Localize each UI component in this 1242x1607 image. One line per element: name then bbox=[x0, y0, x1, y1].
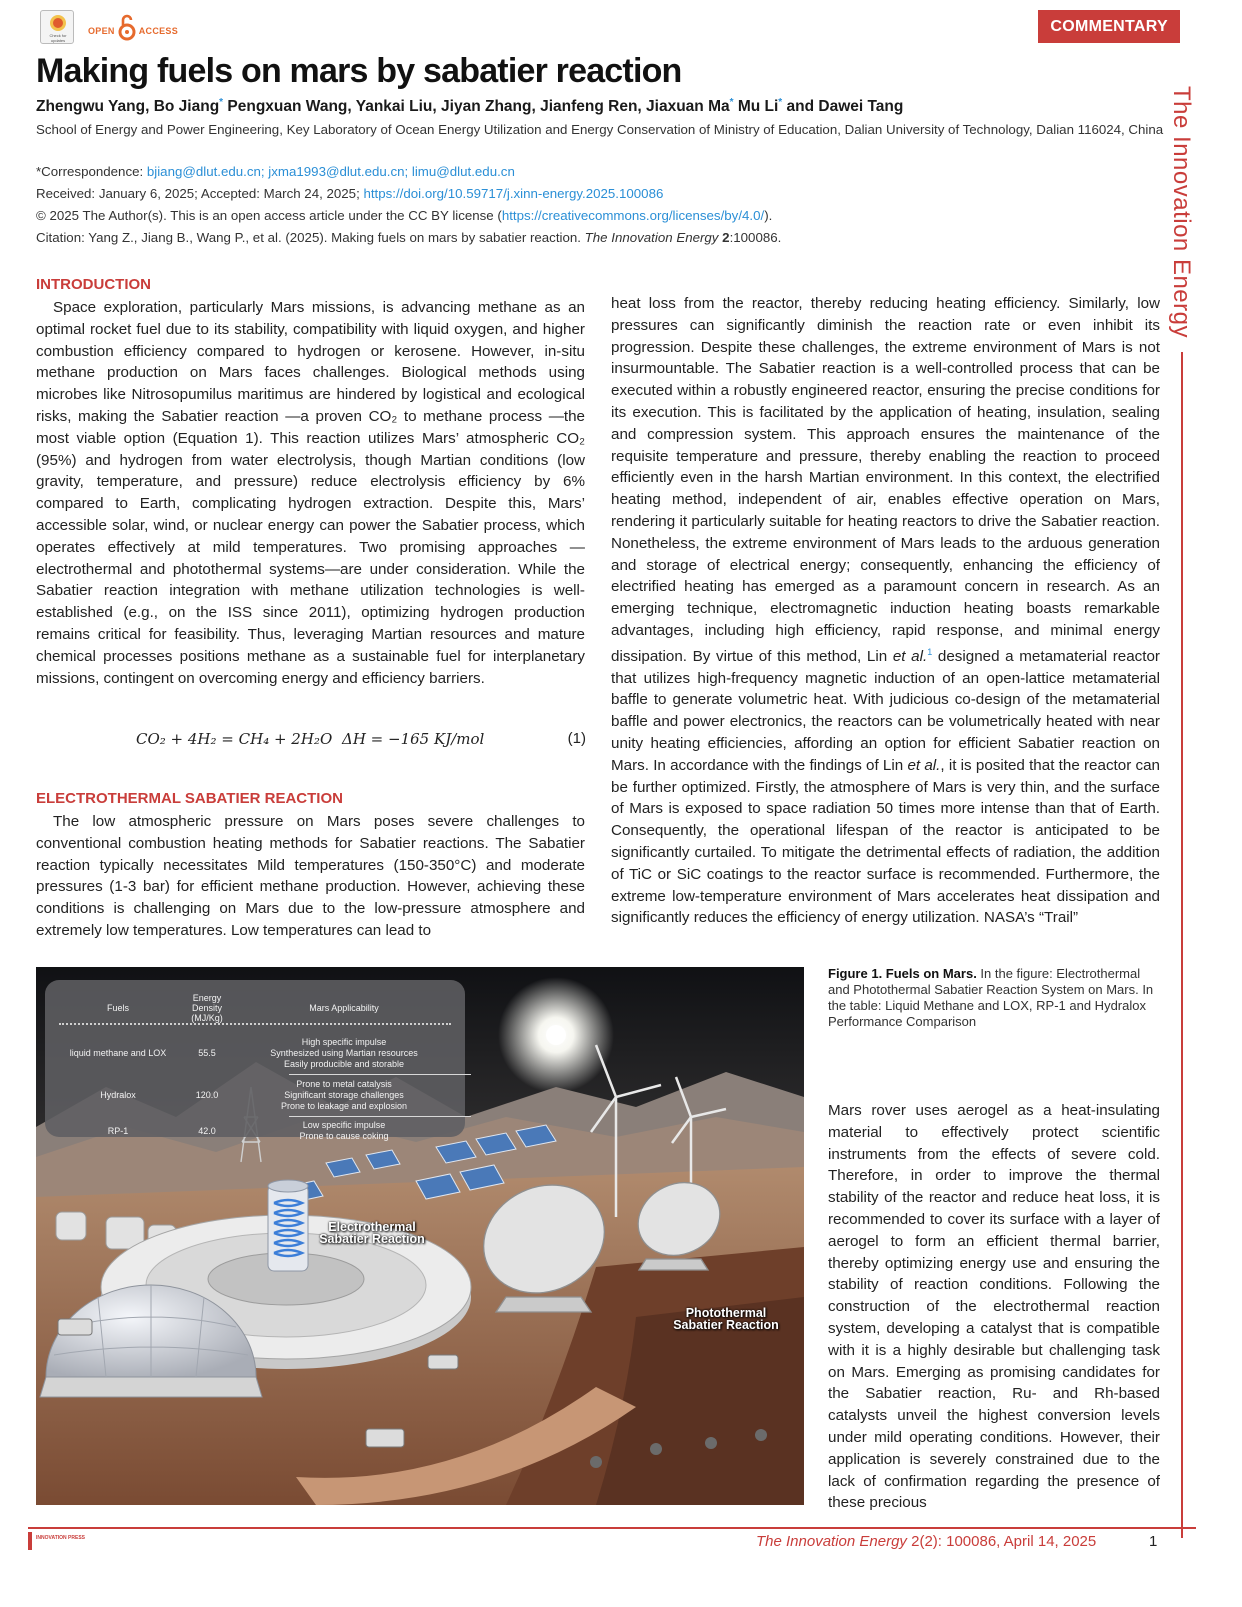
side-rule bbox=[1181, 352, 1183, 1538]
page-number: 1 bbox=[1149, 1533, 1158, 1550]
author-name: Pengxuan Wang bbox=[227, 98, 348, 116]
table-header-energy-density: Energy Density (MJ/Kg) bbox=[191, 993, 223, 1023]
author-name: Jiyan Zhang bbox=[441, 98, 532, 116]
table-cell-fuel: Hydralox bbox=[100, 1090, 136, 1100]
table-cell-notes bbox=[237, 1120, 451, 1142]
table-cell-fuel: liquid methane and LOX bbox=[69, 1048, 167, 1058]
open-access-word-2: ACCESS bbox=[138, 26, 179, 36]
table-header-row bbox=[59, 993, 451, 1023]
table-note: Prone to cause coking bbox=[299, 1131, 389, 1141]
photothermal-label: Photothermal Sabatier Reaction bbox=[673, 1306, 779, 1332]
introduction-body bbox=[36, 297, 585, 689]
fuels-comparison-table bbox=[45, 980, 465, 1141]
figure-1-caption bbox=[828, 966, 1160, 1030]
open-access-word-1: OPEN bbox=[88, 26, 115, 36]
license-suffix: ). bbox=[764, 208, 773, 223]
table-note: Prone to leakage and explosion bbox=[280, 1100, 408, 1111]
table-header-mars-applicability: Mars Applicability bbox=[309, 1002, 379, 1013]
table-note: Prone to metal catalysis bbox=[296, 1078, 392, 1089]
table-note: High specific impulse bbox=[301, 1036, 387, 1047]
equation-number: (1) bbox=[567, 730, 586, 747]
table-note: Synthesized using Martian resources bbox=[270, 1047, 418, 1058]
right-column-body bbox=[611, 293, 1160, 929]
author-mark: * bbox=[219, 97, 224, 108]
equation-reaction: CO₂ + 4H₂ = CH₄ + 2H₂O bbox=[136, 730, 333, 748]
table-cell-density: 120.0 bbox=[195, 1090, 219, 1100]
etal-1: et al. bbox=[892, 647, 928, 665]
citation-prefix: Citation: Yang Z., Jiang B., Wang P., et al. (2025). Making fuels on mars by sabatier reaction. bbox=[36, 230, 585, 245]
doi-link[interactable]: https://doi.org/10.59717/j.xinn-energy.2025.100086 bbox=[363, 186, 664, 201]
citation-journal: The Innovation Energy bbox=[584, 230, 719, 245]
correspondence-line bbox=[36, 161, 1166, 182]
open-access-mark bbox=[88, 18, 178, 44]
license-prefix: © 2025 The Author(s). This is an open access article under the CC BY license ( bbox=[36, 208, 502, 223]
table-header-fuels: Fuels bbox=[106, 1003, 129, 1013]
correspondence-emails-link[interactable]: bjiang@dlut.edu.cn; jxma1993@dlut.edu.cn; limu@dlut.edu.cn bbox=[146, 164, 515, 179]
received-dates: Received: January 6, 2025; Accepted: March 24, 2025; bbox=[36, 186, 364, 201]
license-line bbox=[36, 205, 1166, 226]
table-row-divider bbox=[289, 1074, 471, 1075]
footer-volume: 2(2): 100086, April 14, 2025 bbox=[906, 1533, 1097, 1550]
electrothermal-heading: ELECTROTHERMAL SABATIER REACTION bbox=[36, 790, 343, 807]
author-mark: * bbox=[729, 97, 734, 108]
author-name: Jiaxuan Ma bbox=[646, 98, 730, 116]
citation-line bbox=[36, 227, 1166, 248]
affiliation: School of Energy and Power Engineering, Key Laboratory of Ocean Energy Utilization and Energy Conservation of Ministry of Education, Dalian University of Technology, Dalian 116024, China bbox=[36, 122, 1164, 137]
right-column-text-b: designed a metamaterial reactor that utilizes high-frequency magnetic induction of an open-lattice metamaterial baffle to generate volumetric heat. With judicious co-design of the metamaterial baffle and power electronics, the reactors can be volumetrically heated with near unity heating efficiencies, affording an option for efficient Sabatier reaction on Mars. In accordance with the findings of Lin bbox=[611, 647, 1160, 774]
lower-right-paragraph: Mars rover uses aerogel as a heat-insulating material to effectively protect scientific instruments from the effects of severe cold. Therefore, in order to improve the thermal stability of the reactor and reduce heat loss, it is recommended to cover its surface with a layer of aerogel to form an efficient thermal barrier, thereby optimizing energy use and ensuring the stability of reaction conditions. Following the construction of the electrothermal reaction system, developing a catalyst that is compatible with it is a highly desirable but challenging task on Mars. Emerging as promising candidates for the Sabatier reaction, Ru- and Rh-based catalysts unveil the highest conversion levels under mild operating conditions. However, their application is severely constrained due to the lack of confirmation regarding the presence of these precious bbox=[828, 1102, 1160, 1512]
author-mark: * bbox=[778, 97, 783, 108]
author-name: Mu Li bbox=[737, 98, 779, 116]
right-column-text-c: , it is posited that the reactor can be further optimized. Firstly, the atmosphere of Mars is very thin, and the surface of Mars is exposed to space radiation 50 times more intense than that of Earth. Consequently, the operational lifespan of the reactor is anticipated to be significantly curtailed. To mitigate the detrimental effects of radiation, the addition of TiC or SiC coatings to the reactor surface is recommended. Furthermore, the extreme low-temperature environment of Mars accelerates heat dissipation and significantly reduces the efficiency of energy utilization. NASA’s “Trail” bbox=[611, 756, 1160, 927]
correspondence-label: *Correspondence: bbox=[36, 164, 147, 179]
electrothermal-label: Electrothermal Sabatier Reaction bbox=[319, 1220, 425, 1246]
table-cell-notes bbox=[237, 1037, 451, 1070]
open-lock-icon bbox=[118, 18, 136, 44]
top-bar bbox=[40, 10, 1180, 44]
table-header-divider bbox=[59, 1023, 451, 1025]
table-row bbox=[59, 1035, 451, 1071]
right-column-paragraph bbox=[611, 293, 1160, 929]
lower-right-body bbox=[828, 1100, 1160, 1514]
caption-text: In the figure: Electrothermal and Photothermal Sabatier Reaction System on Mars. In the table: Liquid Methane and LOX, RP-1 and Hydralox Performance Comparison bbox=[828, 966, 1154, 1029]
electrothermal-body bbox=[36, 811, 585, 942]
table-note: Significant storage challenges bbox=[284, 1089, 404, 1100]
received-line bbox=[36, 183, 1166, 204]
citation-suffix: :100086. bbox=[729, 230, 782, 245]
article-type-badge: COMMENTARY bbox=[1038, 10, 1180, 43]
table-cell-notes bbox=[237, 1079, 451, 1112]
equation-1 bbox=[36, 730, 586, 754]
table-note: Low specific impulse bbox=[302, 1120, 386, 1130]
author-name: Bo Jiang bbox=[153, 98, 220, 116]
check-updates-label: Check for updates bbox=[49, 33, 67, 43]
reference-1-link[interactable]: 1 bbox=[927, 646, 933, 657]
footer-citation bbox=[756, 1533, 1096, 1550]
publisher-logo-icon bbox=[28, 1532, 32, 1550]
etal-2: et al. bbox=[907, 756, 941, 774]
right-column-text-a: heat loss from the reactor, thereby reducing heating efficiency. Similarly, low pressures can significantly diminish the reaction rate or even inhibit its progression. Despite these challenges, the extreme environment of Mars is not insurmountable. The Sabatier reaction is a well-controlled process that can be executed within a robustly engineered reactor, ensuring the precise conditions for its execution. This is facilitated by the application of heating, insulation, sealing and compression system. This approach ensures the maintenance of the requisite temperature and pressure, thereby enabling the reaction to proceed efficiently even in the harsh Martian environment. In this context, the electrified heating method, independent of air, enables effective operation on Mars, rendering it particularly suitable for heating reactors to drive the Sabatier reaction. Nonetheless, the extreme environment of Mars leads to the arduous generation and storage of electrical energy; consequently, enhancing the efficiency of electrified heating has emerged as a paramount concern in research. As an emerging technique, electromagnetic induction heating boasts remarkable advantages, including high efficiency, rapid response, and minimal energy dissipation. By virtue of this method, Lin bbox=[611, 295, 1160, 665]
equation-enthalpy: ΔH = −165 KJ/mol bbox=[342, 730, 485, 748]
table-row-divider bbox=[289, 1116, 471, 1117]
check-updates-icon bbox=[50, 15, 66, 31]
journal-side-title: The Innovation Energy bbox=[1168, 86, 1195, 338]
footer-journal: The Innovation Energy bbox=[756, 1533, 907, 1550]
caption-label: Figure 1. Fuels on Mars. bbox=[828, 966, 977, 981]
introduction-paragraph: Space exploration, particularly Mars missions, is advancing methane as an optimal rocket fuel due to its stability, compatibility with liquid oxygen, and higher combustion efficiency compared to hydrogen or kerosene. However, in-situ methane production on Mars faces challenges. Biological methods using microbes like Nitrosopumilus maritimus are hindered by logistical and ecological risks, making the Sabatier reaction —a proven CO₂ to methane process —the most viable option (Equation 1). This reaction utilizes Mars’ atmospheric CO₂ (95%) and hydrogen from water electrolysis, though Martian conditions (low gravity, temperature, and pressure) reduce electrolysis efficiency by 6% compared to Earth, complicating hydrogen extraction. Despite this, Mars’ accessible solar, wind, or nuclear energy can power the Sabatier process, which operates effectively at mild temperatures. Two promising approaches —electrothermal and photothermal systems—are under consideration. While the Sabatier reaction integration with methane utilization technologies is well-established (e.g., on the ISS since 2011), optimizing hydrogen production remains critical for feasibility. Thus, leveraging Martian resources and mature chemical processes positions methane as a sustainable fuel for interplanetary missions, contingent on overcoming energy and efficiency barriers. bbox=[36, 299, 585, 687]
publisher-name: INNOVATION PRESS bbox=[36, 1535, 85, 1541]
license-link[interactable]: https://creativecommons.org/licenses/by/4.0/ bbox=[501, 208, 765, 223]
author-name: Zhengwu Yang bbox=[36, 98, 146, 116]
table-cell-density: 42.0 bbox=[198, 1126, 216, 1136]
author-name: Yankai Liu bbox=[355, 98, 433, 116]
author-name: Jianfeng Ren bbox=[540, 98, 638, 116]
figure-1-illustration bbox=[36, 967, 804, 1505]
article-title: Making fuels on mars by sabatier reaction bbox=[36, 52, 682, 90]
electrothermal-paragraph: The low atmospheric pressure on Mars poses severe challenges to conventional combustion heating methods for Sabatier reactions. The Sabatier reaction typically necessitates Mild temperatures (150-350°C) and moderate pressures (1-3 bar) for efficient methane production. However, achieving these conditions is challenging on Mars due to the low-pressure atmosphere and extremely low temperatures. Low temperatures can lead to bbox=[36, 813, 585, 939]
table-cell-fuel: RP-1 bbox=[107, 1126, 129, 1136]
table-row bbox=[59, 1077, 451, 1113]
footer-rule bbox=[28, 1527, 1196, 1529]
table-row bbox=[59, 1119, 451, 1143]
check-for-updates-badge[interactable] bbox=[40, 10, 74, 44]
citation-volume: 2 bbox=[722, 230, 730, 245]
author-name: Dawei Tang bbox=[818, 98, 904, 116]
journal-side-banner bbox=[1165, 86, 1195, 346]
introduction-heading: INTRODUCTION bbox=[36, 276, 151, 293]
author-list: Zhengwu Yang, Bo Jiang* Pengxuan Wang, Yankai Liu, Jiyan Zhang, Jianfeng Ren, Jiaxuan Ma* Mu Li* and Dawei Tang bbox=[36, 97, 904, 116]
table-cell-density: 55.5 bbox=[198, 1048, 216, 1058]
table-note: Easily producible and storable bbox=[283, 1058, 405, 1069]
